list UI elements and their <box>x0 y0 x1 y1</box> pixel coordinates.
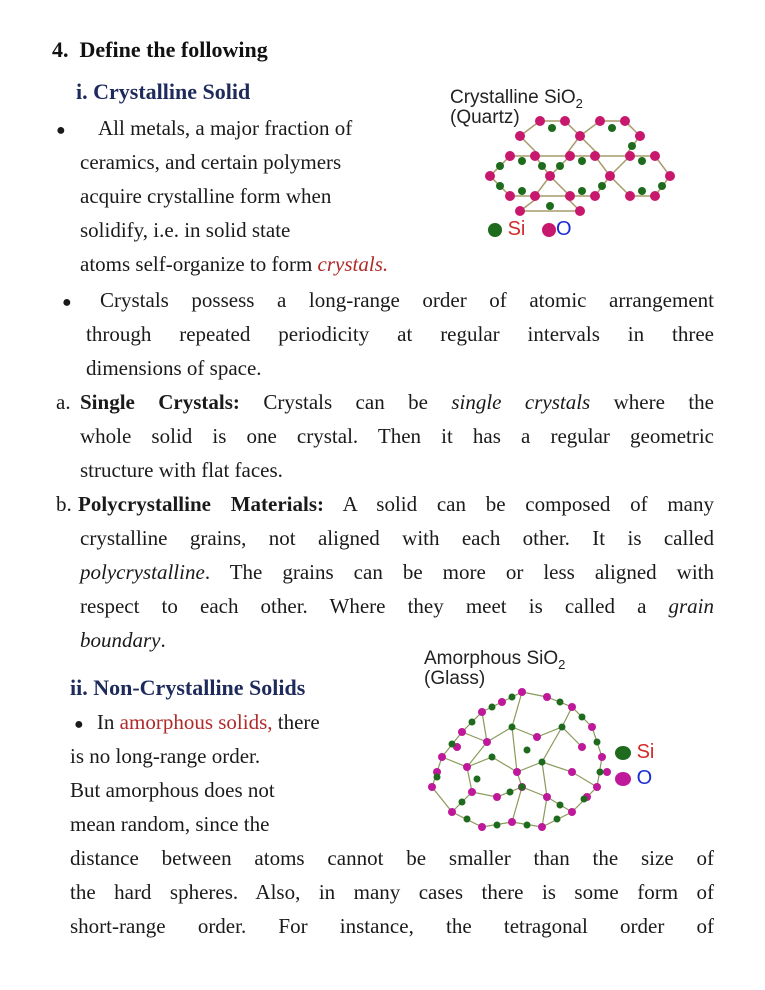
bullet-1-line: All metals, a major fraction of <box>98 116 353 140</box>
bullet-2-line: Crystals possess a long-range order of atomic arrangement <box>100 288 714 312</box>
o-dot-icon <box>615 772 631 786</box>
item-b-line: crystalline grains, not aligned with each other. It is called <box>80 526 714 550</box>
figure-legend: Si O <box>488 218 572 241</box>
paragraph-line: is no long-range order. <box>70 744 261 768</box>
item-b-line: respect to each other. Where they meet is called a grain <box>80 594 714 618</box>
figure-title: Crystalline SiO$_2$ <box>450 87 583 111</box>
item-b-line: polycrystalline. The grains can be more or less aligned with <box>80 560 714 584</box>
bullet-2-line: through repeated periodicity at regular intervals in three <box>86 322 714 346</box>
legend-o: O <box>615 767 652 790</box>
o-dot-icon <box>542 223 556 237</box>
paragraph-line: mean random, since the <box>70 812 270 836</box>
bullet-2 <box>62 283 72 320</box>
figure-amorphous-sio2 <box>410 645 690 840</box>
question-title: Define the following <box>79 37 268 62</box>
item-a-line: whole solid is one crystal. Then it has a regular geometric <box>80 424 714 448</box>
bullet-icon: ● <box>74 716 84 733</box>
section-title-crystalline: i. Crystalline Solid <box>76 79 251 104</box>
paragraph-line: the hard spheres. Also, in many cases there is some form of <box>70 880 714 904</box>
term-crystals: crystals. <box>317 252 389 276</box>
bullet-3: ● In amorphous solids, there <box>74 710 320 734</box>
item-a-line: structure with flat faces. <box>80 458 283 482</box>
bullet-icon: ● <box>56 122 66 139</box>
quartz-lattice-diagram <box>470 116 680 221</box>
section-title-non-crystalline: ii. Non-Crystalline Solids <box>70 675 306 700</box>
bullet-1-line: solidify, i.e. in solid state <box>80 218 291 242</box>
term-polycrystalline: Polycrystalline Materials: <box>78 492 324 516</box>
item-b-marker: b. <box>56 492 72 516</box>
question-heading <box>52 33 268 67</box>
si-dot-icon <box>488 223 502 237</box>
si-dot-icon <box>615 746 631 760</box>
term-single-crystals: Single Crystals: <box>80 390 240 414</box>
paragraph-line: distance between atoms cannot be smaller than the size of <box>70 846 714 870</box>
bullet-1-line: ceramics, and certain polymers <box>80 150 342 174</box>
item-a-line: Single Crystals: Crystals can be single crystals where the <box>80 390 714 414</box>
bullet-1-line: atoms self-organize to form crystals. <box>80 252 389 276</box>
bullet-icon: ● <box>62 294 72 311</box>
paragraph-line: But amorphous does not <box>70 778 275 802</box>
term-amorphous-solids: amorphous solids, <box>119 710 273 734</box>
question-number: 4. <box>52 37 69 62</box>
item-b-line: Polycrystalline Materials: A solid can be composed of many <box>78 492 715 516</box>
paragraph-line: short-range order. For instance, the tetragonal order of <box>70 914 714 938</box>
bullet-2-line: dimensions of space. <box>86 356 262 380</box>
bullet-1 <box>56 111 66 148</box>
figure-subtitle: (Quartz) <box>450 107 520 128</box>
bullet-1-line: acquire crystalline form when <box>80 184 332 208</box>
legend-si: Si <box>615 741 654 764</box>
figure-crystalline-sio2 <box>440 84 680 244</box>
figure-title: Amorphous SiO$_2$ <box>424 648 566 672</box>
figure-subtitle: (Glass) <box>424 668 486 689</box>
item-a-marker: a. <box>56 390 71 414</box>
glass-network-diagram <box>422 687 622 837</box>
item-b-line: boundary. <box>80 628 166 652</box>
